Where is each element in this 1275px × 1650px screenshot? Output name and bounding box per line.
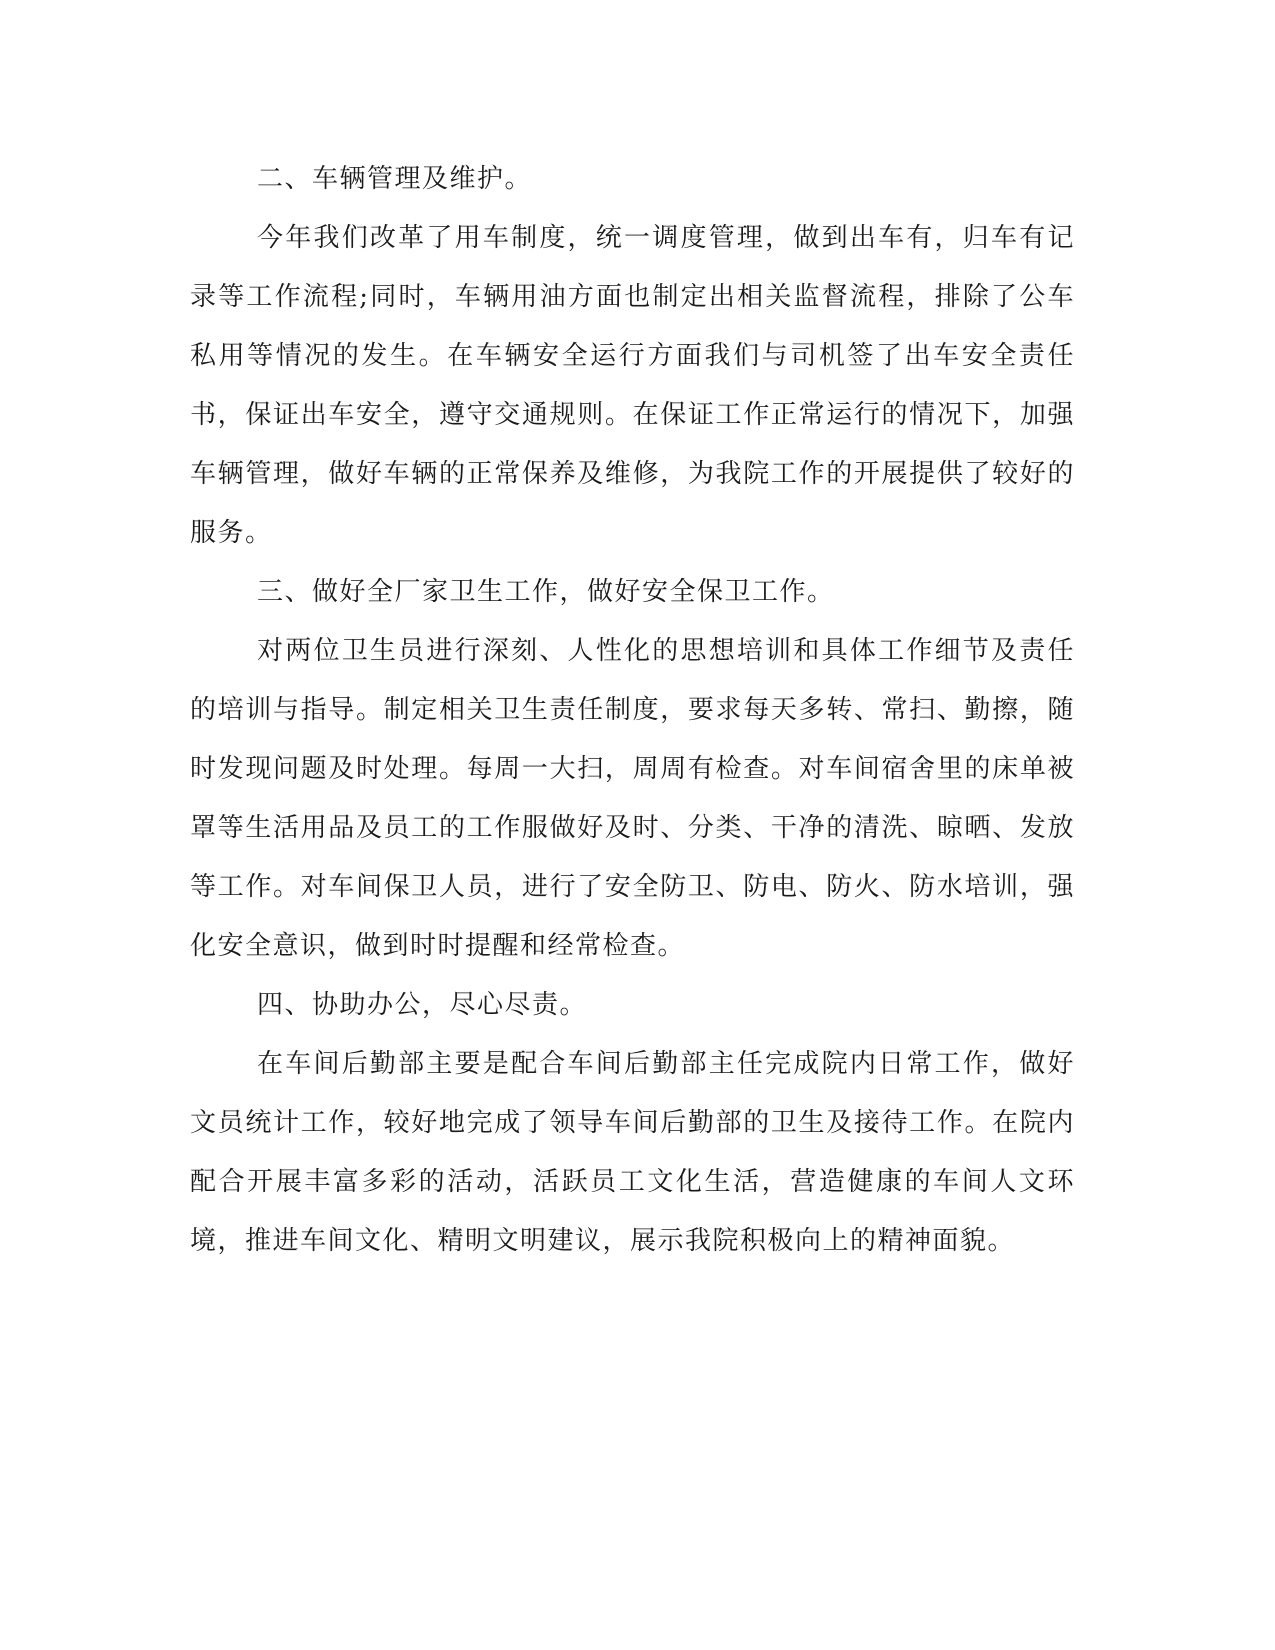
paragraph-hygiene-security: 对两位卫生员进行深刻、人性化的思想培训和具体工作细节及责任的培训与指导。制定相关卫生责任制度，要求每天多转、常扫、勤擦，随时发现问题及时处理。每周一大扫，周周有检查。对车间宿舍里的床单被罩等生活用品及员工的工作服做好及时、分类、干净的清洗、晾晒、发放等工作。对车间保卫人员，进行了安全防卫、防电、防火、防水培训，强化安全意识，做到时时提醒和经常检查。 xyxy=(190,636,1075,961)
document-body xyxy=(190,150,1075,1271)
section-heading-hygiene-security: 三、做好全厂家卫生工作，做好安全保卫工作。 xyxy=(257,577,835,607)
paragraph-vehicle-management: 今年我们改革了用车制度，统一调度管理，做到出车有，归车有记录等工作流程;同时，车辆用油方面也制定出相关监督流程，排除了公车私用等情况的发生。在车辆安全运行方面我们与司机签了出车安全责任书，保证出车安全，遵守交通规则。在保证工作正常运行的情况下，加强车辆管理，做好车辆的正常保养及维修，为我院工作的开展提供了较好的服务。 xyxy=(190,223,1075,548)
section-heading-vehicle-management: 二、车辆管理及维护。 xyxy=(257,164,533,194)
paragraph-office-assistance: 在车间后勤部主要是配合车间后勤部主任完成院内日常工作，做好文员统计工作，较好地完成了领导车间后勤部的卫生及接待工作。在院内配合开展丰富多彩的活动，活跃员工文化生活，营造健康的车间人文环境，推进车间文化、精明文明建议，展示我院积极向上的精神面貌。 xyxy=(190,1049,1075,1256)
section-heading-office-assistance: 四、协助办公，尽心尽责。 xyxy=(257,990,588,1020)
